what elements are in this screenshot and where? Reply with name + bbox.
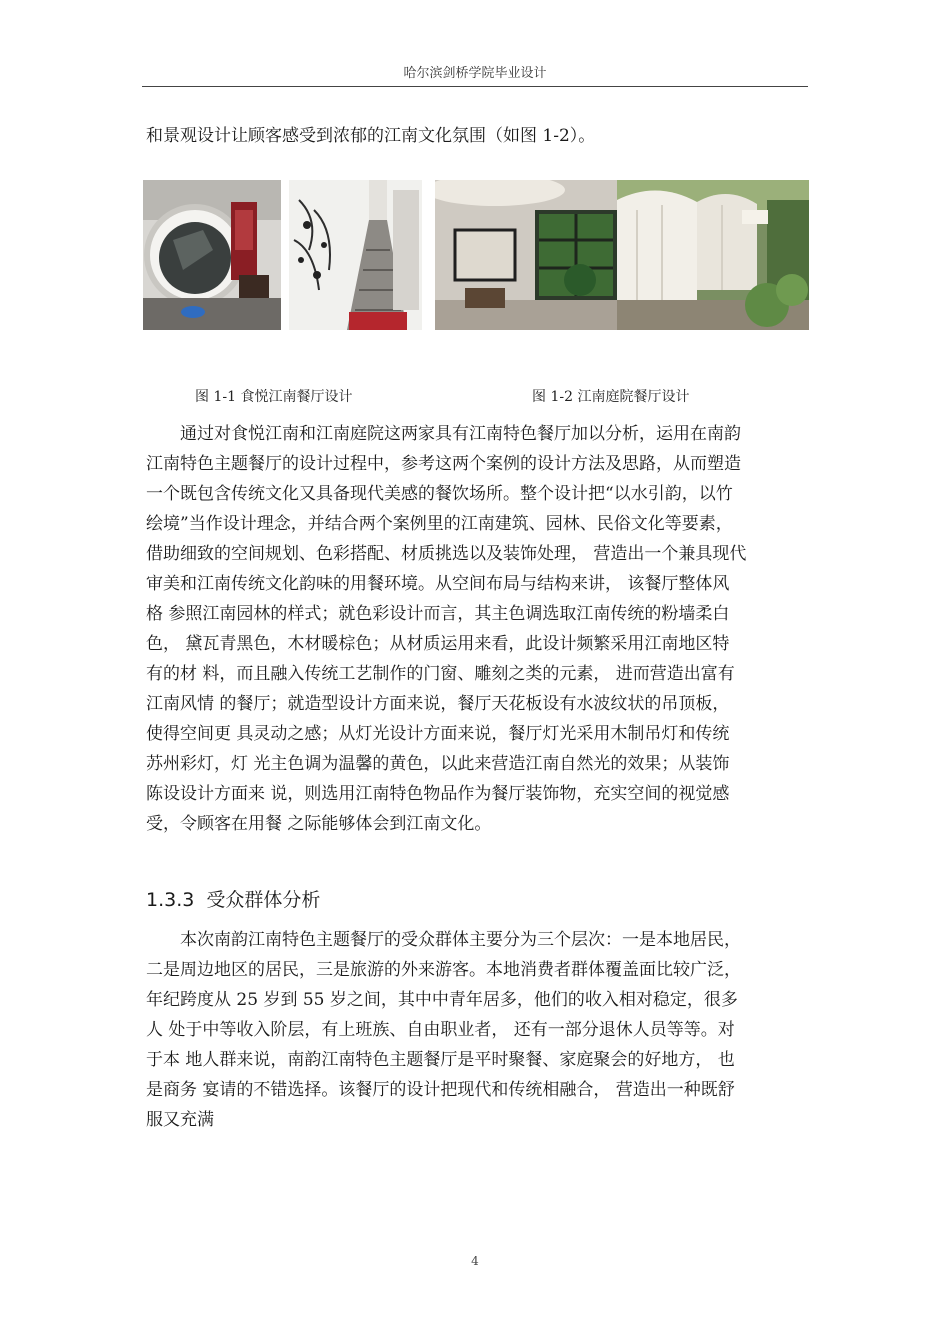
page-number: 4 (471, 1254, 479, 1268)
paragraph-line: 格 参照江南园林的样式；就色彩设计而言，其主色调选取江南传统的粉墙柔白 (146, 604, 730, 624)
paragraph-line: 本次南韵江南特色主题餐厅的受众群体主要分为三个层次：一是本地居民， (180, 930, 741, 950)
paragraph-line: 一个既包含传统文化又具备现代美感的餐饮场所。整个设计把“以水引韵，以竹 (146, 484, 733, 504)
figure-1-2-caption: 图 1-2 江南庭院餐厅设计 (532, 389, 690, 405)
figure-1-1-photo-right (289, 180, 422, 330)
paragraph-line: 是商务 宴请的不错选择。该餐厅的设计把现代和传统相融合， 营造出一种既舒 (146, 1080, 735, 1100)
section-heading (146, 885, 320, 912)
body-paragraph-2 (146, 925, 810, 1135)
paragraph-line: 江南特色主题餐厅的设计过程中，参考这两个案例的设计方法及思路，从而塑造 (146, 454, 741, 474)
figure-1-2-photo-left (435, 180, 617, 330)
paragraph-line: 二是周边地区的居民，三是旅游的外来游客。本地消费者群体覆盖面比较广泛， (146, 960, 741, 980)
paragraph-line: 服又充满 (146, 1110, 214, 1130)
paragraph-line: 使得空间更 具灵动之感；从灯光设计方面来说，餐厅灯光采用木制吊灯和传统 (146, 724, 730, 744)
paragraph-line: 绘境”当作设计理念，并结合两个案例里的江南建筑、园林、民俗文化等要素， (146, 514, 733, 534)
paragraph-line: 江南风情 的餐厅；就造型设计方面来说，餐厅天花板设有水波纹状的吊顶板， (146, 694, 730, 714)
section-number: 1.3.3 (146, 889, 195, 911)
paragraph-line: 陈设设计方面来 说，则选用江南特色物品作为餐厅装饰物，充实空间的视觉感 (146, 784, 730, 804)
paragraph-line: 借助细致的空间规划、色彩搭配、材质挑选以及装饰处理， 营造出一个兼具现代 (146, 544, 747, 564)
body-paragraph-1 (146, 419, 810, 839)
paragraph-line: 通过对食悦江南和江南庭院这两家具有江南特色餐厅加以分析，运用在南韵 (180, 424, 741, 444)
paragraph-line: 苏州彩灯，灯 光主色调为温馨的黄色，以此来营造江南自然光的效果；从装饰 (146, 754, 730, 774)
paragraph-line: 审美和江南传统文化韵味的用餐环境。从空间布局与结构来讲， 该餐厅整体风 (146, 574, 730, 594)
paragraph-line: 人 处于中等收入阶层，有上班族、自由职业者， 还有一部分退休人员等等。对 (146, 1020, 735, 1040)
paragraph-line: 受，令顾客在用餐 之际能够体会到江南文化。 (146, 814, 492, 834)
section-title: 受众群体分析 (206, 889, 321, 911)
paragraph-line: 年纪跨度从 25 岁到 55 岁之间，其中中青年居多，他们的收入相对稳定，很多 (146, 990, 738, 1010)
figure-1-1-photo-left (143, 180, 281, 330)
intro-line: 和景观设计让顾客感受到浓郁的江南文化氛围（如图 1-2）。 (146, 126, 596, 146)
figure-1-2-photo-right (617, 180, 809, 330)
page-header: 哈尔滨剑桥学院毕业设计 (142, 62, 808, 87)
paragraph-line: 有的材 料，而且融入传统工艺制作的门窗、雕刻之类的元素， 进而营造出富有 (146, 664, 735, 684)
paragraph-line: 色， 黛瓦青黑色，木材暖棕色；从材质运用来看，此设计频繁采用江南地区特 (146, 634, 730, 654)
figure-1-1-caption: 图 1-1 食悦江南餐厅设计 (195, 389, 353, 405)
paragraph-line: 于本 地人群来说，南韵江南特色主题餐厅是平时聚餐、家庭聚会的好地方， 也 (146, 1050, 735, 1070)
